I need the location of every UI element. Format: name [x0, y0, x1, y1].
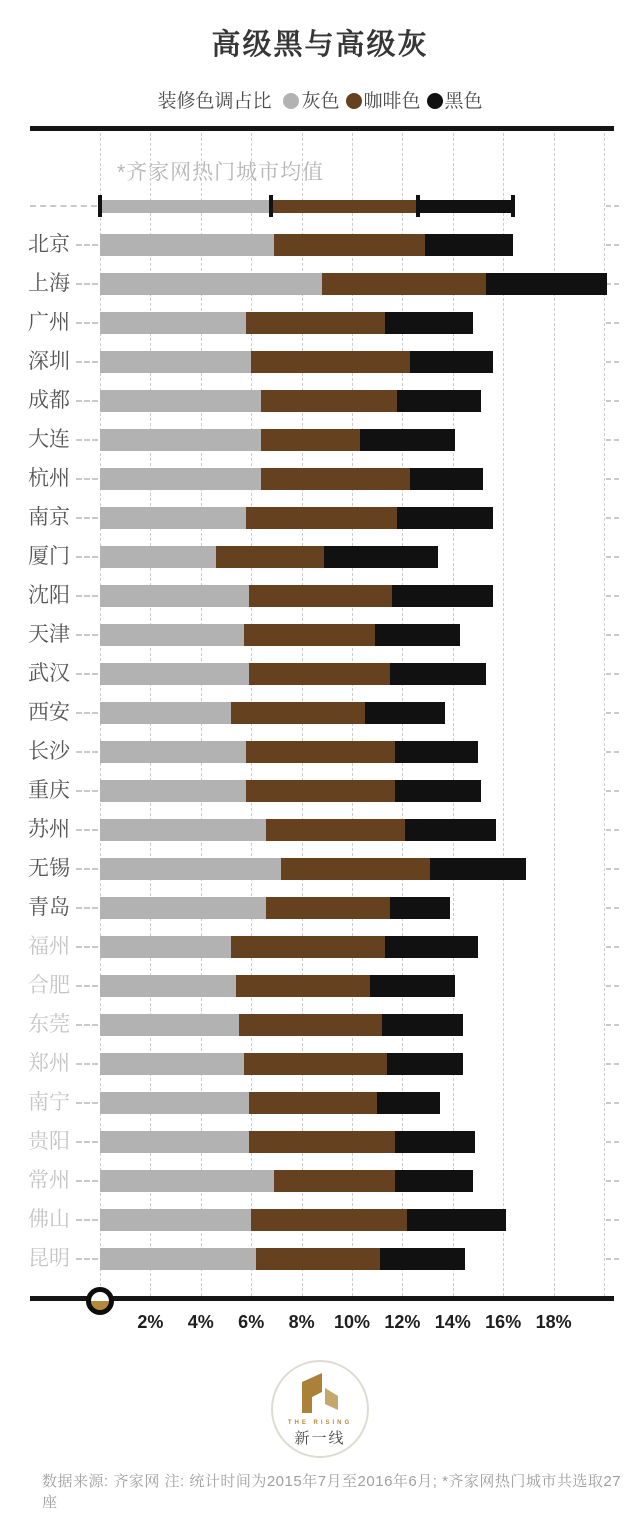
city-bar — [100, 1131, 475, 1153]
bar-segment-coffee — [251, 351, 410, 373]
city-label: 天津 — [28, 623, 70, 646]
row-leader-right — [606, 439, 619, 441]
x-tick-label: 18% — [535, 1312, 572, 1332]
row-leader-left — [76, 595, 98, 597]
row-leader-left — [76, 751, 98, 753]
row-leader-left — [76, 712, 98, 714]
row-leader-left — [76, 634, 98, 636]
bar-segment-black — [387, 1053, 463, 1075]
row-leader-right — [606, 868, 619, 870]
bar-segment-gray — [100, 1209, 251, 1231]
city-bar — [100, 390, 481, 412]
bar-segment-coffee — [236, 975, 370, 997]
bar-segment-gray — [100, 702, 231, 724]
bar-segment-black — [377, 1092, 440, 1114]
gridline — [604, 133, 605, 1296]
bar-segment-gray — [100, 663, 249, 685]
legend — [0, 86, 640, 113]
city-bar — [100, 1014, 463, 1036]
row-leader-left — [76, 244, 98, 246]
logo-tagline: THE RISING — [287, 1420, 353, 1426]
city-bar — [100, 663, 486, 685]
city-bar — [100, 1248, 465, 1270]
city-bar — [100, 429, 455, 451]
bar-segment-coffee — [246, 507, 397, 529]
bar-segment-coffee — [246, 312, 385, 334]
bar-segment-gray — [100, 351, 251, 373]
average-bar-cap — [511, 195, 515, 217]
bar-segment-black — [382, 1014, 463, 1036]
city-bar — [100, 507, 493, 529]
bar-segment-coffee — [266, 897, 389, 919]
bar-segment-gray — [100, 624, 244, 646]
x-tick-label: 12% — [384, 1312, 421, 1332]
bar-segment-black — [395, 741, 478, 763]
city-label: 西安 — [28, 701, 70, 724]
row-leader-right — [606, 907, 619, 909]
city-bar — [100, 741, 478, 763]
bar-segment-coffee — [266, 819, 405, 841]
gray-dot-icon — [283, 93, 299, 109]
bar-segment-black — [430, 858, 526, 880]
x-tick-label: 2% — [137, 1312, 164, 1332]
city-bar — [100, 1170, 473, 1192]
row-leader-right — [606, 985, 619, 987]
row-leader-right — [606, 556, 619, 558]
chart-title: 高级黑与高级灰 — [211, 29, 429, 61]
row-leader-left — [76, 439, 98, 441]
city-bar — [100, 351, 493, 373]
bar-segment-black — [395, 1131, 476, 1153]
average-bar-cap — [98, 195, 102, 217]
bar-segment-black — [425, 234, 513, 256]
bar-segment-black — [385, 312, 473, 334]
bar-segment-gray — [100, 200, 271, 213]
row-leader-left — [76, 400, 98, 402]
bar-segment-black — [370, 975, 456, 997]
bar-segment-coffee — [249, 663, 390, 685]
bar-segment-coffee — [216, 546, 324, 568]
row-leader-left — [30, 205, 97, 207]
city-label: 北京 — [28, 233, 70, 256]
row-leader-left — [76, 478, 98, 480]
row-leader-left — [76, 946, 98, 948]
bar-segment-coffee — [239, 1014, 383, 1036]
row-leader-right — [606, 322, 619, 324]
bar-segment-black — [395, 1170, 473, 1192]
legend-item-black: 黑色 — [444, 91, 483, 112]
row-leader-left — [76, 283, 98, 285]
row-leader-right — [606, 751, 619, 753]
city-label: 厦门 — [28, 545, 70, 568]
zero-marker-icon — [86, 1287, 114, 1315]
city-label: 无锡 — [28, 857, 70, 880]
bar-segment-coffee — [246, 780, 395, 802]
bar-segment-black — [360, 429, 456, 451]
row-leader-left — [76, 1102, 98, 1104]
bar-segment-gray — [100, 741, 246, 763]
row-leader-right — [606, 1258, 619, 1260]
city-bar — [100, 702, 445, 724]
row-leader-right — [606, 478, 619, 480]
bar-segment-black — [397, 507, 493, 529]
x-axis-line — [30, 1296, 614, 1301]
x-tick-label: 8% — [288, 1312, 315, 1332]
black-dot-icon — [427, 93, 443, 109]
bar-segment-black — [486, 273, 607, 295]
bar-segment-gray — [100, 1170, 274, 1192]
legend-item-gray: 灰色 — [301, 91, 340, 112]
row-leader-right — [606, 1024, 619, 1026]
row-leader-left — [76, 1180, 98, 1182]
bar-segment-black — [392, 585, 493, 607]
city-label: 常州 — [28, 1169, 70, 1192]
bar-segment-gray — [100, 858, 281, 880]
city-bar — [100, 819, 496, 841]
row-leader-left — [76, 1258, 98, 1260]
row-leader-right — [606, 244, 619, 246]
bar-segment-coffee — [231, 702, 365, 724]
bar-segment-coffee — [231, 936, 385, 958]
row-leader-right — [606, 205, 619, 207]
city-label: 长沙 — [28, 740, 70, 763]
bar-segment-black — [390, 663, 486, 685]
row-leader-right — [606, 1219, 619, 1221]
row-leader-left — [76, 868, 98, 870]
city-label: 合肥 — [28, 974, 70, 997]
city-label: 昆明 — [28, 1247, 70, 1270]
row-leader-right — [606, 712, 619, 714]
bar-segment-coffee — [274, 234, 425, 256]
row-leader-left — [76, 829, 98, 831]
bar-segment-gray — [100, 234, 274, 256]
bar-segment-black — [410, 351, 493, 373]
gridline — [503, 133, 504, 1296]
city-label: 大连 — [28, 428, 70, 451]
row-leader-right — [606, 283, 619, 285]
bar-segment-gray — [100, 312, 246, 334]
coffee-dot-icon — [346, 93, 362, 109]
bar-segment-gray — [100, 390, 261, 412]
city-bar — [100, 1209, 506, 1231]
legend-title: 装修色调占比 — [157, 91, 272, 112]
bar-segment-black — [395, 780, 481, 802]
city-bar — [100, 975, 455, 997]
city-label: 福州 — [28, 935, 70, 958]
logo-mark-icon — [298, 1372, 342, 1414]
city-label: 东莞 — [28, 1013, 70, 1036]
city-label: 成都 — [28, 389, 70, 412]
footer-note: 数据来源: 齐家网 注: 统计时间为2015年7月至2016年6月; *齐家网热门城市共选取27座 — [42, 1473, 622, 1511]
city-label: 青岛 — [28, 896, 70, 919]
bar-segment-gray — [100, 780, 246, 802]
bar-segment-gray — [100, 1053, 244, 1075]
city-bar — [100, 585, 493, 607]
average-bar-cap — [416, 195, 420, 217]
city-label: 苏州 — [28, 818, 70, 841]
row-leader-right — [606, 400, 619, 402]
bar-segment-coffee — [322, 273, 486, 295]
average-bar-cap — [269, 195, 273, 217]
bar-segment-gray — [100, 936, 231, 958]
bar-segment-coffee — [249, 1131, 395, 1153]
row-leader-right — [606, 1180, 619, 1182]
row-leader-left — [76, 1063, 98, 1065]
bar-segment-gray — [100, 1092, 249, 1114]
city-label: 重庆 — [28, 779, 70, 802]
city-label: 郑州 — [28, 1052, 70, 1075]
row-leader-right — [606, 517, 619, 519]
gridline — [554, 133, 555, 1296]
city-bar — [100, 780, 481, 802]
legend-item-coffee: 咖啡色 — [363, 91, 421, 112]
city-label: 南京 — [28, 506, 70, 529]
bar-segment-coffee — [244, 624, 375, 646]
row-leader-left — [76, 790, 98, 792]
bar-segment-coffee — [249, 585, 393, 607]
row-leader-right — [606, 634, 619, 636]
city-bar — [100, 624, 460, 646]
bar-segment-gray — [100, 819, 266, 841]
row-leader-left — [76, 1141, 98, 1143]
gridline — [453, 133, 454, 1296]
bar-segment-coffee — [251, 1209, 407, 1231]
bar-segment-coffee — [256, 1248, 379, 1270]
row-leader-right — [606, 829, 619, 831]
row-leader-right — [606, 361, 619, 363]
bar-segment-black — [385, 936, 478, 958]
city-label: 广州 — [28, 311, 70, 334]
city-bar — [100, 897, 450, 919]
average-row-label: *齐家网热门城市均值 — [117, 161, 325, 184]
bar-segment-gray — [100, 273, 322, 295]
bar-segment-gray — [100, 546, 216, 568]
top-rule — [30, 126, 614, 131]
bar-segment-coffee — [249, 1092, 378, 1114]
x-tick-label: 16% — [485, 1312, 522, 1332]
row-leader-right — [606, 673, 619, 675]
city-bar — [100, 312, 473, 334]
city-label: 武汉 — [28, 662, 70, 685]
city-label: 沈阳 — [28, 584, 70, 607]
x-tick-label: 10% — [333, 1312, 371, 1332]
x-tick-label: 6% — [238, 1312, 265, 1332]
bar-segment-coffee — [244, 1053, 388, 1075]
city-bar — [100, 1092, 440, 1114]
bar-segment-coffee — [271, 200, 417, 213]
bar-segment-coffee — [246, 741, 395, 763]
bar-segment-coffee — [281, 858, 430, 880]
bar-segment-gray — [100, 468, 261, 490]
bar-segment-gray — [100, 507, 246, 529]
row-leader-left — [76, 556, 98, 558]
city-bar — [100, 1053, 463, 1075]
row-leader-left — [76, 985, 98, 987]
bar-segment-black — [407, 1209, 505, 1231]
row-leader-left — [76, 907, 98, 909]
x-tick-label: 4% — [187, 1312, 214, 1332]
row-leader-left — [76, 673, 98, 675]
bar-segment-black — [397, 390, 480, 412]
bar-segment-gray — [100, 1014, 239, 1036]
x-tick-label: 14% — [434, 1312, 471, 1332]
bar-segment-coffee — [261, 429, 359, 451]
city-bar — [100, 273, 607, 295]
bar-segment-black — [380, 1248, 466, 1270]
bar-segment-black — [390, 897, 450, 919]
city-bar — [100, 468, 483, 490]
logo-wordmark: 新一线 — [294, 1430, 346, 1447]
city-label: 南宁 — [28, 1091, 70, 1114]
city-label: 上海 — [28, 272, 70, 295]
row-leader-left — [76, 517, 98, 519]
city-bar — [100, 936, 478, 958]
city-label: 佛山 — [28, 1208, 70, 1231]
bar-segment-gray — [100, 429, 261, 451]
bar-segment-gray — [100, 1248, 256, 1270]
row-leader-left — [76, 322, 98, 324]
bar-segment-gray — [100, 1131, 249, 1153]
row-leader-right — [606, 946, 619, 948]
bar-segment-gray — [100, 585, 249, 607]
row-leader-right — [606, 790, 619, 792]
bar-segment-black — [410, 468, 483, 490]
bar-segment-coffee — [261, 468, 410, 490]
bar-segment-black — [365, 702, 446, 724]
row-leader-left — [76, 361, 98, 363]
row-leader-left — [76, 1024, 98, 1026]
bar-segment-black — [418, 200, 514, 213]
city-label: 深圳 — [28, 350, 70, 373]
row-leader-right — [606, 595, 619, 597]
average-bar — [100, 200, 513, 213]
bar-segment-coffee — [274, 1170, 395, 1192]
row-leader-right — [606, 1141, 619, 1143]
city-bar — [100, 858, 526, 880]
bar-segment-black — [324, 546, 437, 568]
bar-segment-black — [375, 624, 461, 646]
city-bar — [100, 546, 438, 568]
row-leader-right — [606, 1063, 619, 1065]
city-label: 杭州 — [28, 467, 70, 490]
bar-segment-coffee — [261, 390, 397, 412]
city-label: 贵阳 — [28, 1130, 70, 1153]
bar-segment-gray — [100, 897, 266, 919]
bar-segment-gray — [100, 975, 236, 997]
row-leader-right — [606, 1102, 619, 1104]
bar-segment-black — [405, 819, 496, 841]
city-bar — [100, 234, 513, 256]
logo — [271, 1360, 369, 1458]
row-leader-left — [76, 1219, 98, 1221]
